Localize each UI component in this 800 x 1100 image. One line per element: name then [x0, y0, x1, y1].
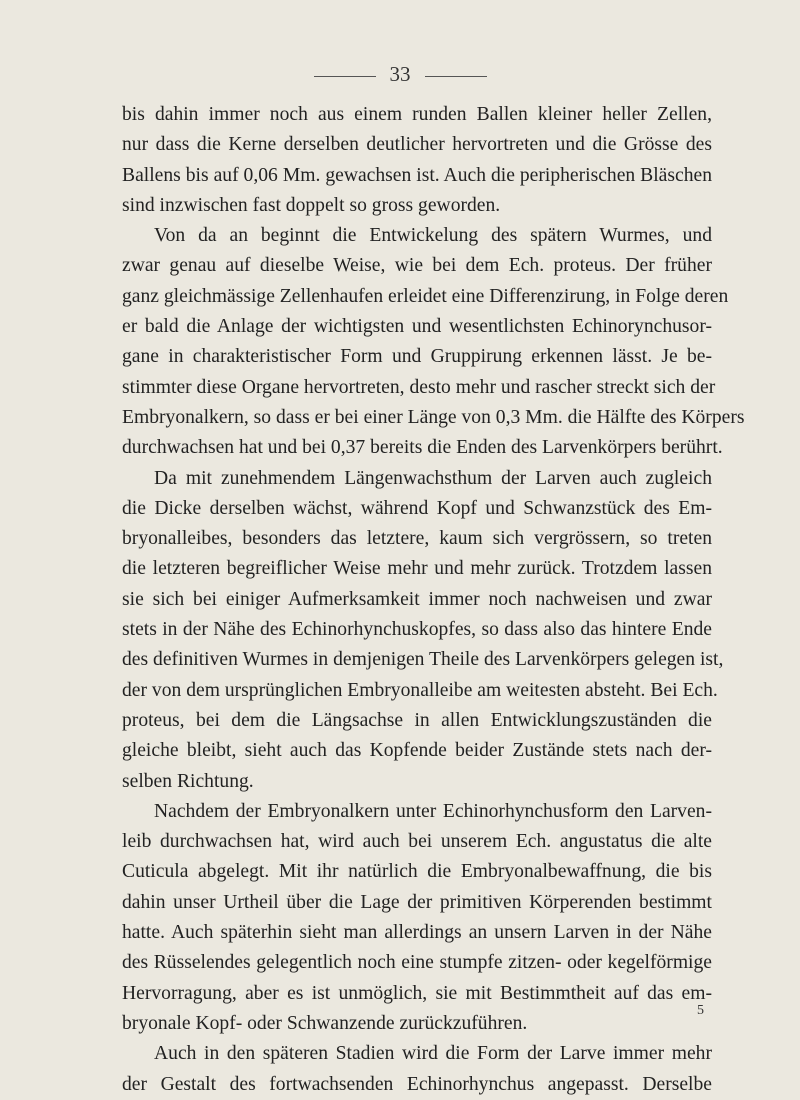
header-rule-right — [425, 76, 487, 77]
text-line: der von dem ursprünglichen Embryonalleibe am weitesten absteht. Bei Ech. — [122, 679, 718, 701]
text-line: Cuticula abgelegt. Mit ihr natürlich die Embryonalbewaffnung, die bis — [122, 861, 712, 883]
text-line: sind inzwischen fast doppelt so gross geworden. — [122, 194, 501, 216]
text-line: bis dahin immer noch aus einem runden Ballen kleiner heller Zellen, — [122, 104, 712, 125]
text-line: Auch in den späteren Stadien wird die Form der Larve immer mehr — [154, 1043, 712, 1065]
text-line: gleiche bleibt, sieht auch das Kopfende beider Zustände stets nach der- — [122, 740, 712, 762]
text-line: der Gestalt des fortwachsenden Echinorhynchus angepasst. Derselbe — [122, 1073, 712, 1095]
text-line: Von da an beginnt die Entwickelung des spätern Wurmes, und — [154, 225, 712, 247]
text-line: Nachdem der Embryonalkern unter Echinorhynchusform den Larven- — [154, 800, 712, 822]
text-line: proteus, bei dem die Längsachse in allen Entwicklungszuständen die — [122, 709, 712, 731]
text-line: bryonale Kopf- oder Schwanzende zurückzuführen. — [122, 1012, 528, 1034]
text-line: er bald die Anlage der wichtigsten und wesentlichsten Echinorynchusor- — [122, 316, 712, 338]
page-header — [0, 62, 800, 87]
text-line: ganz gleichmässige Zellenhaufen erleidet eine Differenzirung, in Folge deren — [122, 285, 729, 307]
text-line: bryonalleibes, besonders das letztere, kaum sich vergrössern, so treten — [122, 528, 712, 550]
body-text — [122, 100, 745, 1100]
text-line: selben Richtung. — [122, 770, 254, 792]
text-line: stets in der Nähe des Echinorhynchuskopfes, so dass also das hintere Ende — [122, 619, 712, 641]
text-line: des definitiven Wurmes in demjenigen Theile des Larvenkörpers gelegen ist, — [122, 649, 724, 671]
text-line: des Rüsselendes gelegentlich noch eine stumpfe zitzen- oder kegelförmige — [122, 952, 712, 974]
text-line: die Dicke derselben wächst, während Kopf und Schwanzstück des Em- — [122, 497, 712, 519]
text-line: sie sich bei einiger Aufmerksamkeit immer noch nachweisen und zwar — [122, 588, 712, 610]
text-line: die letzteren begreiflicher Weise mehr und mehr zurück. Trotzdem lassen — [122, 558, 712, 580]
text-line: Ballens bis auf 0,06 Mm. gewachsen ist. Auch die peripherischen Bläschen — [122, 164, 712, 186]
text-line: nur dass die Kerne derselben deutlicher hervortreten und die Grösse des — [122, 134, 712, 156]
text-line: gane in charakteristischer Form und Gruppirung erkennen lässt. Je be- — [122, 346, 712, 368]
text-line: Embryonalkern, so dass er bei einer Länge von 0,3 Mm. die Hälfte des Körpers — [122, 406, 745, 428]
signature-mark: 5 — [697, 1003, 704, 1018]
text-line: durchwachsen hat und bei 0,37 bereits die Enden des Larvenkörpers berührt. — [122, 437, 723, 459]
page-number: 33 — [389, 62, 411, 86]
text-line: Hervorragung, aber es ist unmöglich, sie mit Bestimmtheit auf das em- — [122, 982, 712, 1004]
text-line: zwar genau auf dieselbe Weise, wie bei dem Ech. proteus. Der früher — [122, 255, 712, 277]
text-line: Da mit zunehmendem Längenwachsthum der Larven auch zugleich — [154, 467, 712, 489]
text-line: dahin unser Urtheil über die Lage der primitiven Körperenden bestimmt — [122, 891, 712, 913]
header-rule-left — [314, 76, 376, 77]
text-line: stimmter diese Organe hervortreten, desto mehr und rascher streckt sich der — [122, 376, 716, 398]
text-line: leib durchwachsen hat, wird auch bei unserem Ech. angustatus die alte — [122, 831, 712, 853]
text-line: hatte. Auch späterhin sieht man allerdings an unsern Larven in der Nähe — [122, 922, 712, 944]
